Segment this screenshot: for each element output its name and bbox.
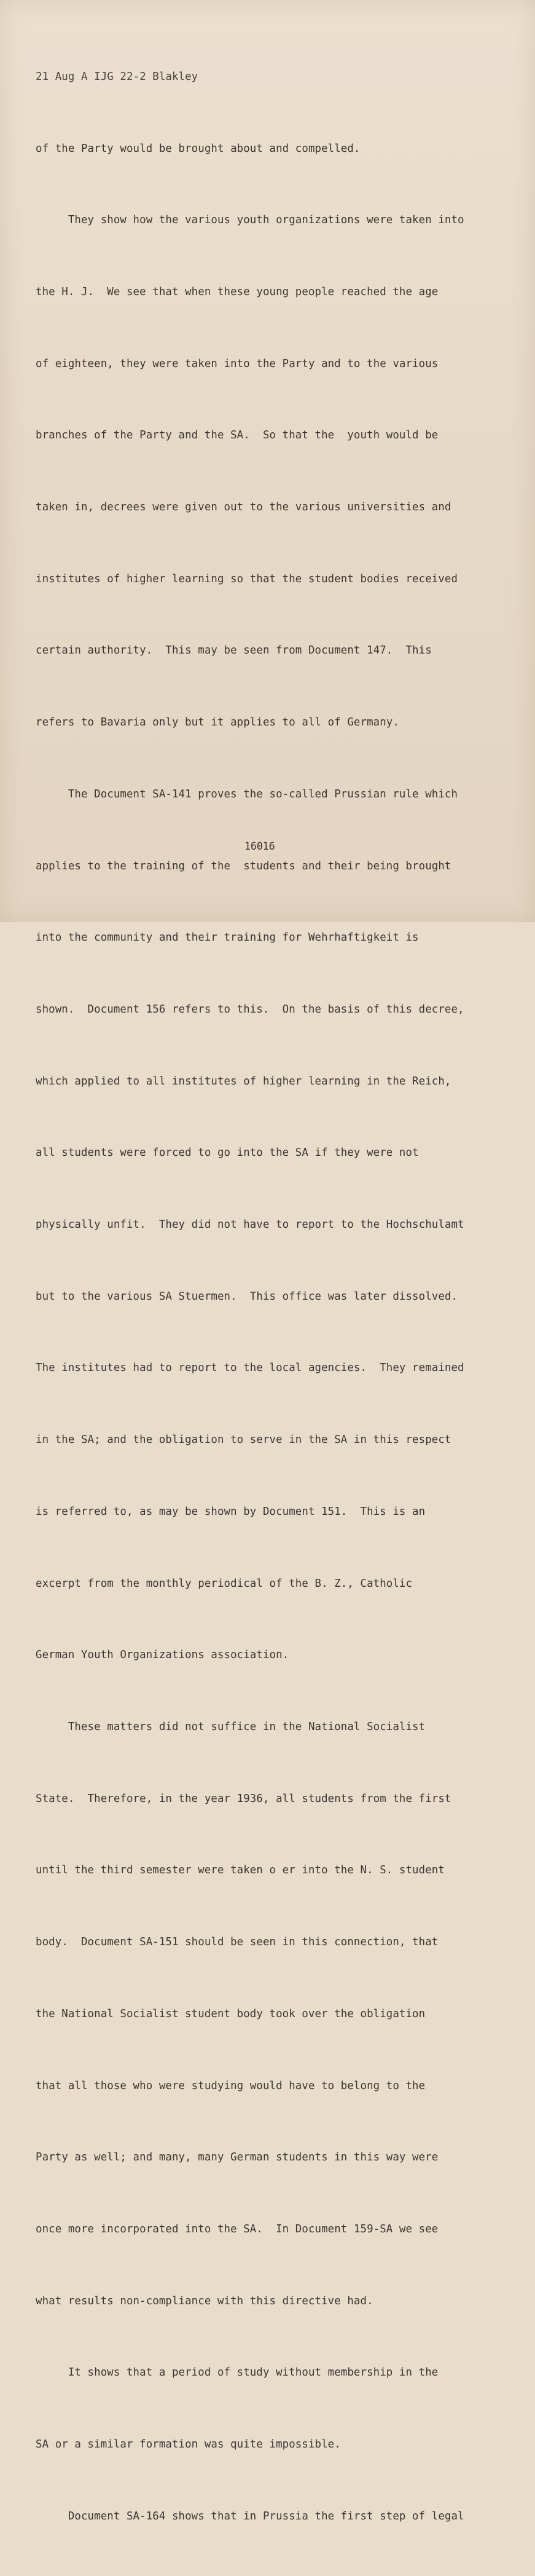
text-line: in the SA; and the obligation to serve in the SA in this respect: [36, 1434, 451, 1447]
text-line: Document SA-164 shows that in Prussia the first step of legal: [36, 2510, 464, 2523]
text-line: excerpt from the monthly periodical of the B. Z., Catholic: [36, 1577, 413, 1590]
page-number: 16016: [244, 840, 275, 852]
text-line: into the community and their training for Wehrhaftigkeit is: [36, 931, 419, 944]
text-line: the National Socialist student body took over the obligation: [36, 2007, 426, 2020]
text-line: the H. J. We see that when these young people reached the age: [36, 285, 439, 298]
text-line: all students were forced to go into the SA if they were not: [36, 1147, 419, 1160]
text-line: SA or a similar formation was quite impossible.: [36, 2438, 341, 2451]
text-line: which applied to all institutes of higher learning in the Reich,: [36, 1075, 451, 1088]
text-line: of the Party would be brought about and compelled.: [36, 142, 361, 155]
text-line: institutes of higher learning so that the student bodies received: [36, 572, 458, 585]
text-line: The institutes had to report to the local agencies. They remained: [36, 1362, 464, 1375]
text-line: branches of the Party and the SA. So that the youth would be: [36, 429, 439, 442]
text-line: until the third semester were taken o er into the N. S. student: [36, 1864, 445, 1877]
text-line: These matters did not suffice in the National Socialist: [36, 1720, 426, 1733]
text-line: applies to the training of the students and their being brought: [36, 859, 451, 872]
typed-text-body: [36, 17, 521, 2576]
text-line: but to the various SA Stuermen. This office was later dissolved.: [36, 1290, 458, 1303]
text-line: German Youth Organizations association.: [36, 1649, 289, 1662]
text-line: They show how the various youth organizations were taken into: [36, 214, 464, 227]
text-line: physically unfit. They did not have to report to the Hochschulamt: [36, 1219, 464, 1231]
text-line: of eighteen, they were taken into the Party and to the various: [36, 357, 439, 370]
text-line: is referred to, as may be shown by Document 151. This is an: [36, 1505, 426, 1518]
text-line: once more incorporated into the SA. In Document 159-SA we see: [36, 2222, 439, 2235]
document-header: 21 Aug A IJG 22-2 Blakley: [36, 70, 198, 83]
text-line: body. Document SA-151 should be seen in this connection, that: [36, 1936, 439, 1949]
text-line: It shows that a period of study without membership in the: [36, 2366, 439, 2379]
text-line: shown. Document 156 refers to this. On the basis of this decree,: [36, 1003, 464, 1016]
text-line: certain authority. This may be seen from Document 147. This: [36, 644, 432, 657]
text-line: refers to Bavaria only but it applies to all of Germany.: [36, 716, 399, 729]
text-line: Party as well; and many, many German students in this way were: [36, 2151, 439, 2164]
text-line: State. Therefore, in the year 1936, all students from the first: [36, 1792, 451, 1805]
text-line: that all those who were studying would have to belong to the: [36, 2079, 426, 2092]
text-line: The Document SA-141 proves the so-called Prussian rule which: [36, 788, 458, 800]
text-line: taken in, decrees were given out to the various universities and: [36, 501, 451, 514]
text-line: what results non-compliance with this directive had.: [36, 2294, 373, 2307]
